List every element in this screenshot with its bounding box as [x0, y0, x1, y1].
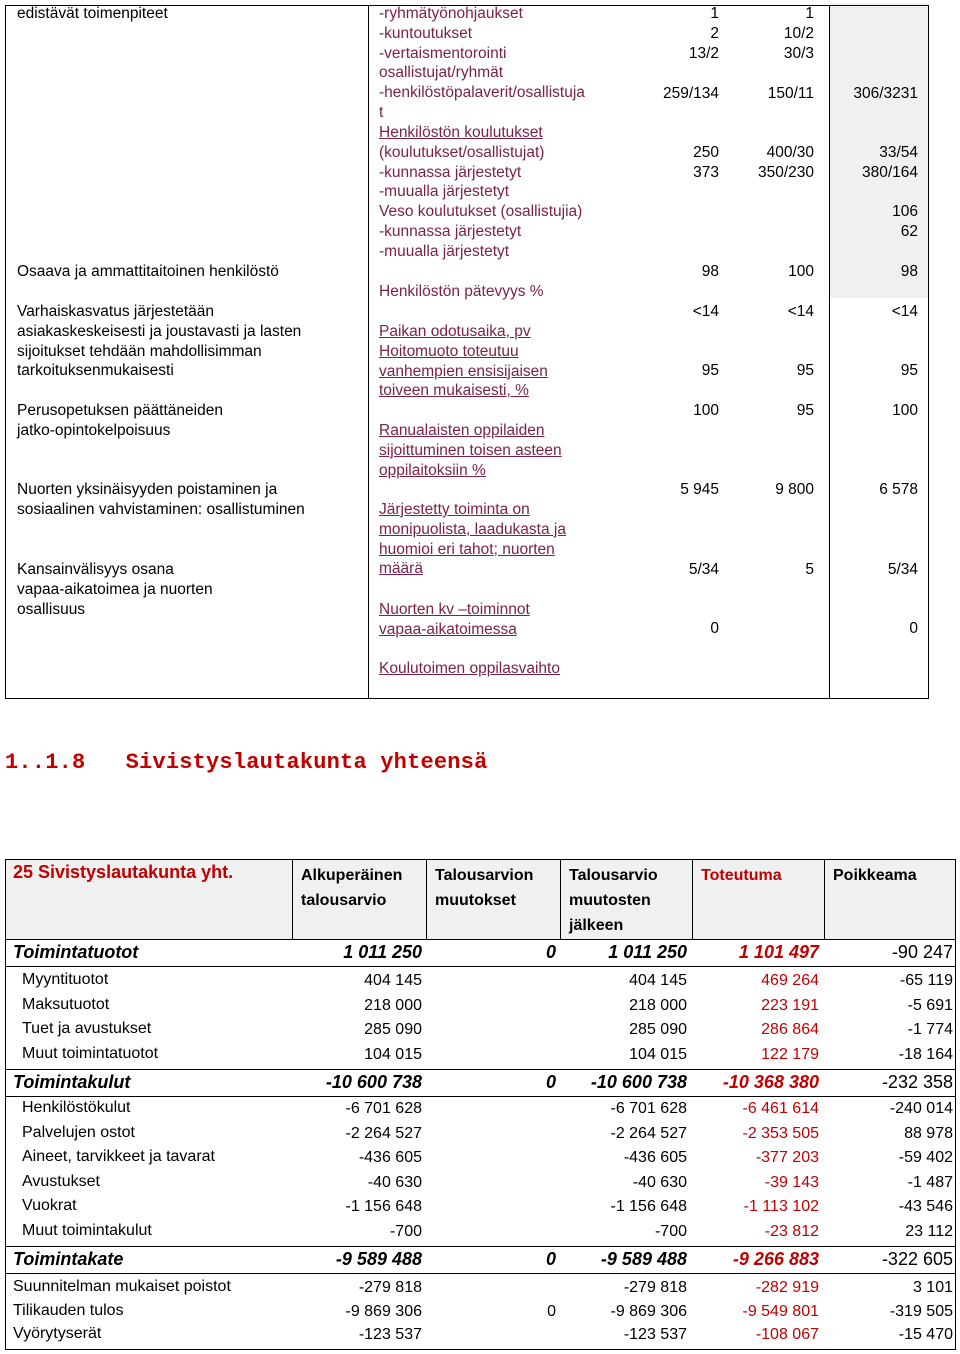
row-line	[5, 1096, 956, 1097]
finance-title: 25 Sivistyslautakunta yht.	[13, 862, 234, 882]
row-line	[5, 1349, 956, 1350]
row-value: -279 818	[623, 1279, 687, 1296]
row-value: -436 605	[623, 1149, 687, 1166]
row-value: 285 090	[364, 1021, 422, 1038]
row-label: Tuet ja avustukset	[22, 1020, 152, 1037]
row-value: -40 630	[367, 1174, 422, 1191]
finance-top-line	[5, 859, 956, 860]
value-col1: 5 945	[680, 481, 719, 498]
header-budget-changes: Talousarvion muutokset	[435, 867, 534, 909]
row-value: 404 145	[629, 972, 687, 989]
goal-early-education: Varhaiskasvatus järjestetään asiakaskeskeisesti ja joustavasti ja lasten sijoitukset tehdään mahdollisimman tarkoituksenmukaisesti	[17, 303, 302, 380]
row-value: -322 605	[881, 1249, 953, 1269]
row-value: 1 011 250	[343, 942, 422, 962]
value-col3: 5/34	[887, 561, 918, 578]
row-label: Avustukset	[22, 1173, 100, 1190]
indicator-secondary-placement: Ranualaisten oppilaiden sijoittuminen toisen asteen oppilaitoksiin %	[379, 422, 562, 479]
finance-header-divider	[692, 859, 693, 939]
row-line	[5, 1246, 956, 1247]
goal-youth: Nuorten yksinäisyyden poistaminen ja sosiaalinen vahvistaminen: osallistuminen	[17, 481, 305, 518]
section-title: 1..1.8 Sivistyslautakunta yhteensä	[5, 750, 488, 775]
row-value: -6 701 628	[610, 1100, 687, 1117]
row-value: 104 015	[364, 1046, 422, 1063]
row-label: Aineet, tarvikkeet ja tavarat	[22, 1148, 215, 1165]
goals-table-divider	[368, 5, 369, 699]
row-label: Toimintakulut	[13, 1072, 131, 1092]
row-value: -5 691	[907, 997, 953, 1014]
row-value: -1 156 648	[610, 1198, 687, 1215]
row-value: -6 461 614	[742, 1100, 819, 1117]
indicator-list-training: Henkilöstön koulutukset (koulutukset/osallistujat) -kunnassa järjestetyt -muualla järjestetyt Veso koulutukset (osallistujia) -kunnassa järjestetyt -muualla järjestetyt	[379, 124, 583, 260]
value-col1: 95	[701, 362, 719, 379]
value-col3: 33/54 380/164	[861, 144, 918, 181]
row-value: -9 589 488	[335, 1249, 422, 1269]
row-value: 286 864	[761, 1021, 819, 1038]
finance-header-divider	[292, 859, 293, 939]
row-label: Toimintakate	[13, 1249, 124, 1269]
row-value: -123 537	[623, 1326, 687, 1343]
row-value: 223 191	[761, 997, 819, 1014]
row-value: 0	[545, 1249, 556, 1269]
indicator-link[interactable]: Henkilöstön koulutukset	[379, 124, 543, 141]
value-col1: 259/134	[662, 85, 719, 102]
finance-header-divider	[824, 859, 825, 939]
row-label: Maksutuotot	[22, 996, 110, 1013]
row-value: 104 015	[629, 1046, 687, 1063]
value-col2: 95	[796, 362, 814, 379]
goal-basic-education: Perusopetuksen päättäneiden jatko-opintokelpoisuus	[17, 402, 223, 439]
header-actual: Toteutuma	[701, 867, 782, 884]
goals-table-divider-right	[829, 5, 830, 699]
value-col1: 98	[701, 263, 719, 280]
row-value: -40 630	[632, 1174, 687, 1191]
row-value: 88 978	[904, 1125, 953, 1142]
row-value: 469 264	[761, 972, 819, 989]
value-col3: <14	[891, 303, 918, 320]
row-line	[5, 1069, 956, 1070]
row-value: -43 546	[898, 1198, 953, 1215]
row-value: -39 143	[764, 1174, 819, 1191]
row-label: Palvelujen ostot	[22, 1124, 135, 1141]
value-col3: 306/3231	[853, 85, 918, 102]
row-value: 404 145	[364, 972, 422, 989]
row-value: 122 179	[761, 1046, 819, 1063]
row-value: 218 000	[629, 997, 687, 1014]
value-col2-a: 1 10/2 30/3	[783, 5, 814, 62]
row-label: Henkilöstökulut	[22, 1099, 131, 1116]
row-value: 218 000	[364, 997, 422, 1014]
finance-right-line	[955, 859, 956, 1349]
value-col2: 5	[805, 561, 814, 578]
indicator-exchange[interactable]: Koulutoimen oppilasvaihto	[379, 660, 560, 677]
goal-0: edistävät toimenpiteet	[17, 5, 168, 22]
finance-header-divider	[560, 859, 561, 939]
value-col3: 0	[909, 620, 918, 637]
row-label: Muut toimintatuotot	[22, 1045, 159, 1062]
value-col2: 100	[788, 263, 814, 280]
row-value: -10 368 380	[722, 1072, 819, 1092]
indicator-daycare: Paikan odotusaika, pv Hoitomuoto toteutuu vanhempien ensisijaisen toiveen mukaisesti, %	[379, 323, 548, 400]
row-value: -9 869 306	[610, 1303, 687, 1320]
value-col1-a: 1 2 13/2	[688, 5, 719, 62]
row-value: -59 402	[898, 1149, 953, 1166]
row-line	[5, 966, 956, 967]
header-budget-after-changes: Talousarvio muutosten jälkeen	[569, 867, 658, 934]
row-value: -240 014	[889, 1100, 953, 1117]
header-original-budget: Alkuperäinen talousarvio	[301, 867, 403, 909]
row-value: 23 112	[905, 1223, 953, 1240]
row-label: Suunnitelman mukaiset poistot	[13, 1278, 231, 1295]
row-value: -123 537	[358, 1326, 422, 1343]
row-value: 0	[545, 1072, 556, 1092]
row-value: -18 164	[898, 1046, 953, 1063]
value-col2: 95	[796, 402, 814, 419]
value-col3: 98	[900, 263, 918, 280]
value-col2: 400/30 350/230	[757, 144, 814, 181]
finance-left-line	[5, 859, 6, 1349]
value-col1: <14	[692, 303, 719, 320]
row-value: 0	[547, 1303, 556, 1320]
row-value: -282 919	[755, 1279, 819, 1296]
row-value: 1 011 250	[608, 942, 687, 962]
finance-header-line	[5, 939, 956, 940]
row-value: -232 358	[881, 1072, 953, 1092]
row-label: Tilikauden tulos	[13, 1302, 124, 1319]
row-value: -377 203	[755, 1149, 819, 1166]
value-col2: 150/11	[767, 85, 814, 102]
row-value: -2 353 505	[742, 1125, 819, 1142]
value-col3: 95	[900, 362, 918, 379]
row-value: -23 812	[764, 1223, 819, 1240]
row-value: -2 264 527	[610, 1125, 687, 1142]
value-col1: 250 373	[693, 144, 719, 181]
row-value: -10 600 738	[590, 1072, 687, 1092]
row-label: Vyörytyserät	[13, 1325, 102, 1342]
value-col1: 5/34	[688, 561, 719, 578]
value-col3: 6 578	[879, 481, 918, 498]
row-value: 3 101	[912, 1279, 953, 1296]
value-col3: 106 62	[892, 203, 918, 240]
row-value: -65 119	[899, 972, 953, 989]
header-variance: Poikkeama	[833, 867, 917, 884]
goal-staff: Osaava ja ammattitaitoinen henkilöstö	[17, 263, 279, 280]
row-value: -9 549 801	[742, 1303, 819, 1320]
row-label: Myyntituotot	[22, 971, 109, 988]
value-col2: 9 800	[775, 481, 814, 498]
row-value: 0	[545, 942, 556, 962]
row-value: -9 869 306	[345, 1303, 422, 1320]
indicator-qualification[interactable]: Henkilöstön pätevyys %	[379, 283, 544, 300]
row-value: -9 589 488	[600, 1249, 687, 1269]
row-value: -1 487	[907, 1174, 953, 1191]
value-col2: <14	[787, 303, 814, 320]
value-col1: 100	[693, 402, 719, 419]
row-value: -279 818	[358, 1279, 422, 1296]
indicator-list-plain: -ryhmätyönohjaukset -kuntoutukset -vertaismentorointi osallistujat/ryhmät -henkilöstöpalaverit/osallistuja t	[379, 5, 585, 121]
row-label: Vuokrat	[22, 1197, 77, 1214]
value-col1: 0	[710, 620, 719, 637]
row-value: -1 156 648	[345, 1198, 422, 1215]
value-col3: 100	[892, 402, 918, 419]
row-label: Muut toimintakulut	[22, 1222, 152, 1239]
row-value: -15 470	[898, 1326, 953, 1343]
row-value: -319 505	[889, 1303, 953, 1320]
row-value: 1 101 497	[738, 942, 819, 962]
row-value: -700	[389, 1223, 422, 1240]
row-value: -6 701 628	[345, 1100, 422, 1117]
indicator-international-youth: Nuorten kv –toiminnot vapaa-aikatoimessa	[379, 601, 530, 638]
row-value: -1 774	[907, 1021, 953, 1038]
row-value: -2 264 527	[345, 1125, 422, 1142]
row-label: Toimintatuotot	[13, 942, 139, 962]
row-value: -108 067	[755, 1326, 819, 1343]
row-value: 285 090	[629, 1021, 687, 1038]
row-value: -10 600 738	[325, 1072, 422, 1092]
indicator-youth-activity: Järjestetty toiminta on monipuolista, laadukasta ja huomioi eri tahot; nuorten määrä	[379, 501, 566, 578]
row-value: -9 266 883	[732, 1249, 819, 1269]
row-line	[5, 1273, 956, 1274]
row-value: -700	[654, 1223, 687, 1240]
row-value: -436 605	[358, 1149, 422, 1166]
goal-international: Kansainvälisyys osana vapaa-aikatoimea ja nuorten osallisuus	[17, 561, 213, 618]
row-value: -1 113 102	[743, 1198, 819, 1215]
finance-header-divider	[426, 859, 427, 939]
row-value: -90 247	[891, 942, 953, 962]
